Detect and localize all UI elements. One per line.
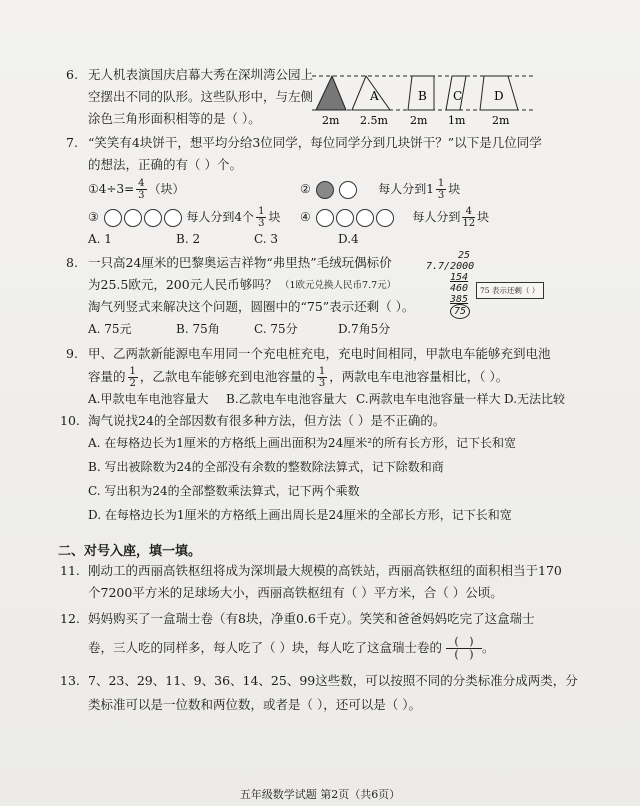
width-1: 2m [322, 114, 340, 127]
pie-full-icon [316, 181, 334, 199]
q6-line3: 涂色三角形面积相等的是（ ）。 [88, 111, 261, 126]
q7-option-4: ④ 每人分到 $\frac{4}{12}$ 块 [300, 206, 490, 229]
q7-choice-a: A. 1 [88, 232, 112, 246]
q8-line2: 为25.5欧元，200元人民币够吗？ [88, 277, 278, 292]
q6-number: 6. [66, 67, 78, 82]
q7-number: 7. [66, 135, 78, 150]
pie-third-icon [339, 181, 357, 199]
q8-choice-a: A. 75元 [88, 322, 132, 336]
pie-third-icon [164, 209, 182, 227]
q9-choice-a: A.甲款电车电池容量大 [88, 392, 209, 406]
q10-choice-a: A. 在每格边长为1厘米的方格纸上画出面积为24厘米²的所有长方形，记下长和宽 [88, 436, 517, 450]
q10-choice-c: C. 写出积为24的全部整数乘法算式，记下两个乘数 [88, 484, 360, 498]
blank-fraction: ( ) ( ) [446, 636, 482, 661]
pie-third-icon [144, 209, 162, 227]
label-a: A [370, 89, 379, 103]
q9-line2: 容量的 $\frac{1}{2}$ ，乙款电车能够充到电池容量的 $\frac{1}{3}$ ，两款电车电池容量相比，（ ）。 [88, 366, 509, 389]
q12-line2: 卷，三人吃的同样多，每人吃了（ ）块，每人吃了这盒瑞士卷的 ( ) ( ) 。 [88, 635, 495, 661]
q9-line1: 甲、乙两款新能源电车用同一个充电桩充电，充电时间相同，甲款电车能够充到电池 [88, 346, 551, 361]
q7-option-1: ①4÷3= $\frac{4}{3}$ （块） [88, 178, 185, 201]
q6-shapes-figure [308, 68, 538, 130]
section-2-heading: 二、对号入座，填一填。 [58, 544, 202, 559]
q8-number: 8. [66, 255, 78, 270]
q13-line1: 7、23、29、11、9、36、14、25、99这些数，可以按照不同的分类标准分成两类，分 [88, 673, 578, 688]
q8-line3: 淘气列竖式来解决这个问题，圆圈中的“75”表示还剩（ ）。 [88, 299, 415, 314]
q7-choice-c: C. 3 [254, 232, 279, 246]
fraction: $\frac{1}{3}$ [258, 206, 265, 229]
q9-choice-d: D.无法比较 [504, 392, 566, 406]
q8-exchange-note: （1欧元兑换人民币7.7元） [280, 280, 397, 291]
pie-third-icon [336, 209, 354, 227]
pie-third-icon [356, 209, 374, 227]
q7-line1: “笑笑有4块饼干，想平均分给3位同学，每位同学分到几块饼干？”以下是几位同学 [88, 135, 542, 150]
q13-number: 13. [60, 673, 80, 688]
width-5: 2m [492, 114, 510, 127]
q7-option-2: ② 每人分到1 $\frac{1}{3}$ 块 [300, 178, 461, 201]
q12-line1: 妈妈购买了一盒瑞士卷（有8块，净重0.6千克）。笑笑和爸爸妈妈吃完了这盒瑞士 [88, 611, 535, 626]
q8-long-division: 25 7.7/2000 154 460 385 75 [426, 250, 475, 317]
label-d: D [494, 89, 504, 103]
q7-choice-d: D.4 [338, 232, 359, 246]
width-4: 1m [448, 114, 466, 127]
q10-number: 10. [60, 413, 80, 428]
q10-choice-b: B. 写出被除数为24的全部没有余数的整数除法算式，记下除数和商 [88, 460, 444, 474]
q8-line1: 一只高24厘米的巴黎奥运吉祥物“弗里热”毛绒玩偶标价 [88, 255, 392, 270]
page-footer: 五年级数学试题 第2页（共6页） [239, 788, 401, 801]
fraction: $\frac{4}{3}$ [138, 178, 145, 201]
q7-option-3: ③ 每人分到4个 $\frac{1}{3}$ 块 [88, 206, 281, 229]
q9-choice-c: C.两款电车电池容量一样大 [356, 392, 501, 406]
fraction: $\frac{1}{2}$ [129, 366, 136, 389]
q7-line2: 的想法，正确的有（ ）个。 [88, 157, 242, 172]
q7-choice-b: B. 2 [176, 232, 201, 246]
q8-choice-b: B. 75角 [176, 322, 220, 336]
q11-number: 11. [60, 563, 80, 578]
q12-number: 12. [60, 611, 80, 626]
fraction: $\frac{1}{3}$ [437, 178, 445, 201]
pie-third-icon [124, 209, 142, 227]
fraction: $\frac{4}{12}$ [462, 206, 476, 229]
shaded-triangle [316, 76, 346, 110]
q6-line2: 空摆出不同的队形。这些队形中，与左侧 [88, 89, 314, 104]
label-b: B [418, 89, 427, 103]
q10-line1: 淘气说找24的全部因数有很多种方法，但方法（ ）是不正确的。 [88, 413, 446, 428]
q9-choice-b: B.乙款电车电池容量大 [226, 392, 347, 406]
q11-line2: 个7200平方米的足球场大小，西丽高铁枢纽有（ ）平方米，合（ ）公顷。 [88, 585, 503, 600]
q13-line2: 类标准可以是一位数和两位数，或者是（ ），还可以是（ ）。 [88, 697, 421, 712]
circled-75: 75 [450, 304, 470, 319]
q10-choice-d: D. 在每格边长为1厘米的方格纸上画出周长是24厘米的全部长方形，记下长和宽 [88, 508, 512, 522]
pie-third-icon [316, 209, 334, 227]
width-3: 2m [410, 114, 428, 127]
q8-choice-d: D.7角5分 [338, 322, 391, 336]
label-c: C [453, 89, 463, 103]
q6-line1: 无人机表演国庆启幕大秀在深圳湾公园上 [88, 67, 314, 82]
width-2: 2.5m [360, 114, 388, 127]
pie-third-icon [376, 209, 394, 227]
q11-line1: 刚动工的西丽高铁枢纽将成为深圳最大规模的高铁站，西丽高铁枢纽的面积相当于170 [88, 563, 562, 578]
q9-number: 9. [66, 346, 78, 361]
pie-third-icon [104, 209, 122, 227]
q8-choice-c: C. 75分 [254, 322, 298, 336]
fraction: $\frac{1}{3}$ [318, 366, 326, 389]
q8-callout-box: 75 表示还剩（ ） [476, 282, 544, 299]
